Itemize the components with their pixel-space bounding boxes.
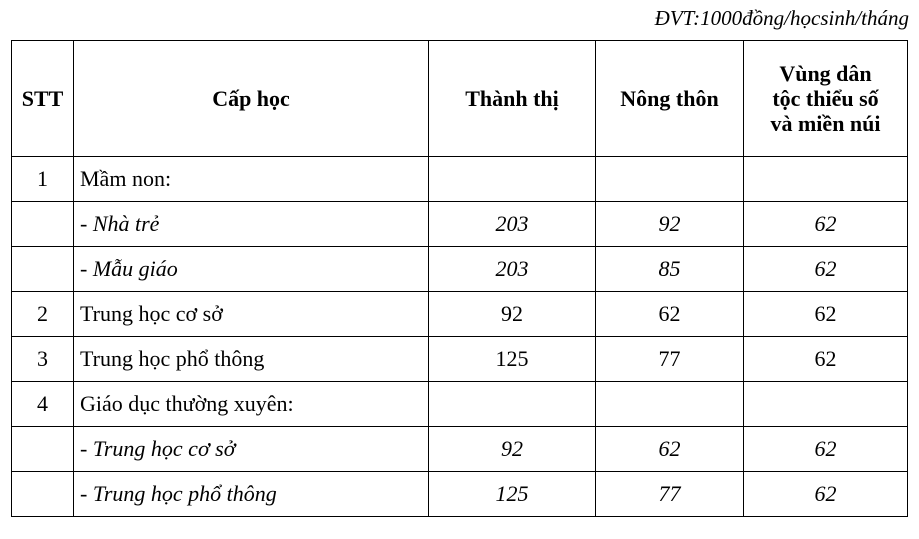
row-rural: 62: [596, 427, 744, 472]
row-mountain: 62: [744, 427, 908, 472]
row-rural: 92: [596, 202, 744, 247]
header-stt: STT: [12, 41, 74, 157]
table-row: [12, 202, 908, 247]
row-mountain: 62: [744, 202, 908, 247]
row-stt: 4: [12, 382, 74, 427]
row-stt: 1: [12, 157, 74, 202]
header-rural: Nông thôn: [596, 41, 744, 157]
row-stt: [12, 202, 74, 247]
unit-note: ĐVT:1000đồng/họcsinh/tháng: [654, 6, 909, 30]
row-rural: 77: [596, 472, 744, 517]
header-mountain-line2: tộc thiểu số: [772, 85, 879, 111]
table-row: [12, 382, 908, 427]
tuition-fee-table: [11, 40, 908, 517]
table-row: [12, 337, 908, 382]
row-urban: 125: [429, 472, 596, 517]
row-mountain: 62: [744, 247, 908, 292]
table-row: [12, 472, 908, 517]
row-urban: [429, 382, 596, 427]
row-urban: 92: [429, 292, 596, 337]
row-level: - Trung học phổ thông: [74, 472, 429, 517]
row-stt: 3: [12, 337, 74, 382]
row-rural: 85: [596, 247, 744, 292]
row-urban: 92: [429, 427, 596, 472]
header-row: [12, 41, 908, 157]
row-rural: [596, 157, 744, 202]
row-mountain: 62: [744, 337, 908, 382]
row-mountain: [744, 382, 908, 427]
row-mountain: 62: [744, 292, 908, 337]
row-stt: [12, 427, 74, 472]
row-stt: 2: [12, 292, 74, 337]
table-row: [12, 157, 908, 202]
row-rural: 77: [596, 337, 744, 382]
row-mountain: [744, 157, 908, 202]
row-mountain: 62: [744, 472, 908, 517]
row-urban: 203: [429, 247, 596, 292]
row-level: Giáo dục thường xuyên:: [74, 382, 429, 427]
header-level: Cấp học: [74, 41, 429, 157]
row-level: Trung học cơ sở: [74, 292, 429, 337]
row-rural: 62: [596, 292, 744, 337]
row-level: Mầm non:: [74, 157, 429, 202]
row-stt: [12, 472, 74, 517]
row-level: - Mẫu giáo: [74, 247, 429, 292]
header-mountain: [744, 41, 908, 157]
row-level: - Nhà trẻ: [74, 202, 429, 247]
table-row: [12, 247, 908, 292]
row-urban: 203: [429, 202, 596, 247]
row-level: Trung học phổ thông: [74, 337, 429, 382]
header-urban: Thành thị: [429, 41, 596, 157]
row-urban: 125: [429, 337, 596, 382]
row-rural: [596, 382, 744, 427]
header-mountain-line3: và miền núi: [770, 111, 881, 137]
row-level: - Trung học cơ sở: [74, 427, 429, 472]
table-row: [12, 292, 908, 337]
row-stt: [12, 247, 74, 292]
table-row: [12, 427, 908, 472]
header-mountain-line1: Vùng dân: [779, 60, 872, 86]
row-urban: [429, 157, 596, 202]
